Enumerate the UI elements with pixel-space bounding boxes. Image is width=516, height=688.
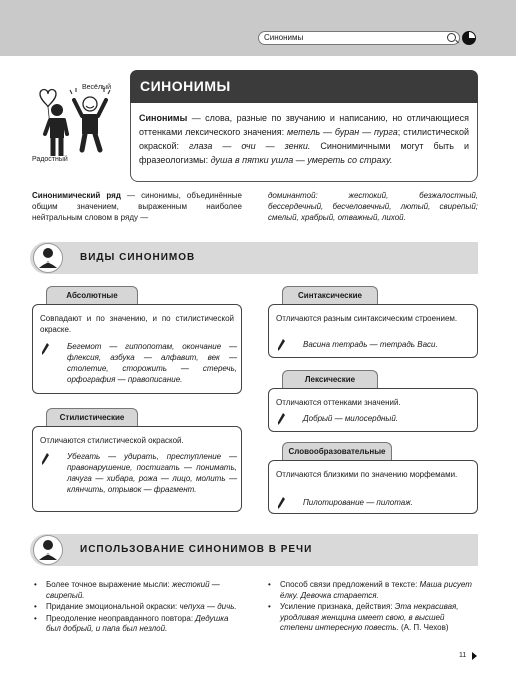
definition-text-1: — слова, разные по звучанию и написанию, но отличающиеся оттенками лексического значения: <box>139 113 469 137</box>
page-number: 11 <box>459 652 467 659</box>
definition-example-2: глаза — очи — зенки. <box>189 141 311 151</box>
list-item: • Усиление признака, действия: Эта некрасивая, уродливая женщина имеет свою, в высшей степени интересную повесть. (А. П. Чехов) <box>266 602 478 634</box>
tab-derivational: Словообразовательные <box>282 442 392 461</box>
people-icon <box>30 80 122 166</box>
card-absolute <box>32 304 242 394</box>
synonym-row-term: Синонимический ряд <box>32 191 121 200</box>
synonym-row-left-text: — синонимы, объединённые общим значением, выраженным наиболее нейтральным словом в ряду — <box>32 191 242 222</box>
label-happy: Весёлый <box>82 84 111 91</box>
card-derivational-desc: Отличаются близкими по значению морфемами. <box>276 470 458 479</box>
pen-icon <box>278 497 285 509</box>
emotions-illustration <box>30 80 122 166</box>
pie-progress-icon <box>462 31 476 45</box>
reader-icon <box>33 243 63 273</box>
section-usage-title: ИСПОЛЬЗОВАНИЕ СИНОНИМОВ В РЕЧИ <box>80 544 313 555</box>
next-page-icon[interactable] <box>472 652 477 660</box>
tab-stylistic: Стилистические <box>46 408 138 427</box>
usage-list-left <box>32 580 244 636</box>
card-derivational-example: Пилотирование — пилотаж. <box>303 498 413 507</box>
synonym-row-left <box>32 190 242 223</box>
top-bar <box>0 0 516 56</box>
list-item: • Способ связи предложений в тексте: Маша рисует ёлку. Девочка старается. <box>266 580 478 601</box>
card-stylistic <box>32 426 242 512</box>
card-syntactic <box>268 304 478 358</box>
search-value: Синонимы <box>264 33 304 42</box>
list-item: • Более точное выражение мысли: жестокий — свирепый. <box>32 580 244 601</box>
definition-example-1: метель — буран — пурга <box>287 127 398 137</box>
definition-text-2: ; стилистической окраской: <box>139 127 470 151</box>
card-lexical <box>268 388 478 432</box>
pen-icon <box>42 343 49 355</box>
card-derivational <box>268 460 478 514</box>
pen-icon <box>278 339 285 351</box>
pen-icon <box>42 453 49 465</box>
search-icon[interactable] <box>447 33 456 42</box>
definition-text-3: Синонимичными могут быть и фразеологизмы: <box>139 141 469 165</box>
section-usage-banner <box>30 534 478 566</box>
section-types-banner <box>30 242 478 274</box>
definition-example-3: душа в пятки ушла — умереть со страху. <box>210 155 393 165</box>
card-syntactic-example: Васина тетрадь — тетрадь Васи. <box>303 340 438 349</box>
reader-icon <box>33 535 63 565</box>
list-item: • Придание эмоциональной окраски: чепуха — дичь. <box>32 602 244 613</box>
usage-list-right <box>266 580 478 635</box>
list-item: • Преодоление неоправданного повтора: Дедушка был добрый, и папа был незлой. <box>32 614 244 635</box>
synonym-row-right <box>268 190 478 223</box>
tab-syntactic: Синтаксические <box>282 286 378 305</box>
card-absolute-example: Бегемот — гиппопотам, окончание — флексия, азбука — алфавит, век — столетие, сторожить — стеречь, орфография — правописание. <box>67 342 237 384</box>
search-input[interactable] <box>258 31 460 45</box>
card-stylistic-example: Убегать — удирать, преступление — правонарушение, постигать — понимать, лачуга — хибара, рожа — лицо, молить — клянчить, отрывок — фрагмент. <box>67 452 237 494</box>
card-absolute-desc: Совпадают и по значению, и по стилистической окраске. <box>40 314 234 334</box>
title-banner <box>130 70 478 103</box>
card-lexical-desc: Отличаются оттенками значений. <box>276 398 401 407</box>
label-joyful: Радостный <box>32 156 68 163</box>
synonym-row-right-text: доминантой: жестокий, безжалостный, бессердечный, бесчеловечный, лютый, свирепый; смелый, храбрый, отважный, лихой. <box>268 191 478 222</box>
tab-lexical: Лексические <box>282 370 378 389</box>
definition-box <box>130 103 478 182</box>
pen-icon <box>278 413 285 425</box>
card-lexical-example: Добрый — милосердный. <box>303 414 398 423</box>
section-types-title: ВИДЫ СИНОНИМОВ <box>80 252 196 263</box>
card-stylistic-desc: Отличаются стилистической окраской. <box>40 436 184 445</box>
card-syntactic-desc: Отличаются разным синтаксическим строением. <box>276 314 458 323</box>
definition-term: Синонимы <box>139 113 188 123</box>
tab-absolute: Абсолютные <box>46 286 138 305</box>
page-title: СИНОНИМЫ <box>140 78 231 94</box>
